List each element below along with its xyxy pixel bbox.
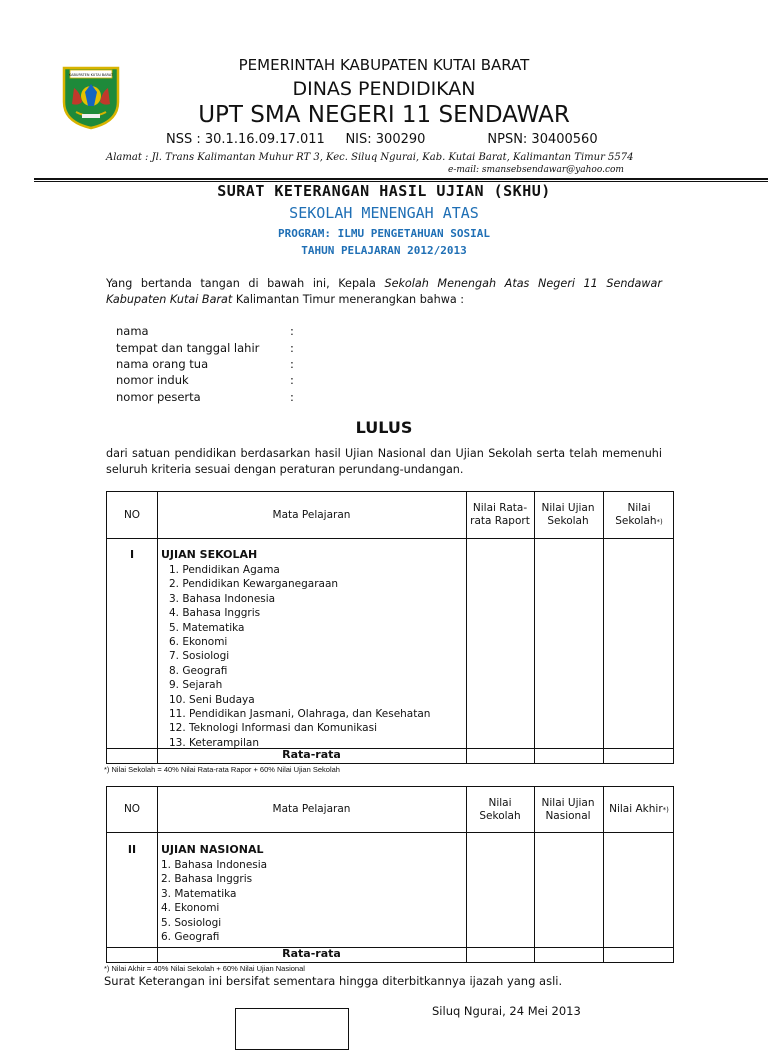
school-heading: UPT SMA NEGERI 11 SENDAWAR bbox=[198, 102, 570, 128]
section-title: UJIAN NASIONAL bbox=[161, 843, 264, 856]
place-date: Siluq Ngurai, 24 Mei 2013 bbox=[432, 1004, 581, 1018]
field-label-participant-number: nomor peserta bbox=[116, 390, 201, 404]
list-item: 5. Sosiologi bbox=[161, 916, 222, 929]
school-email: e-mail: smansebsendawar@yahoo.com bbox=[448, 165, 624, 175]
average-label: Rata-rata bbox=[282, 947, 341, 960]
list-item: 1. Pendidikan Agama bbox=[169, 564, 280, 576]
school-level-title: SEKOLAH MENENGAH ATAS bbox=[289, 204, 479, 222]
field-colon: : bbox=[290, 341, 294, 355]
field-label-birth: tempat dan tanggal lahir bbox=[116, 341, 260, 355]
list-item: 3. Bahasa Indonesia bbox=[169, 592, 276, 605]
government-heading: PEMERINTAH KABUPATEN KUTAI BARAT bbox=[238, 56, 530, 74]
academic-year-title: TAHUN PELAJARAN 2012/2013 bbox=[301, 244, 467, 257]
school-address: Alamat : Jl. Trans Kalimantan Muhur RT 3, Kec. Siluq Ngurai, Kab. Kutai Barat, Kalimantan Timur 5574 bbox=[106, 152, 634, 163]
header-school-exam-score: Nilai Ujian Sekolah bbox=[541, 502, 595, 527]
header-no: NO bbox=[123, 803, 141, 815]
field-colon: : bbox=[290, 390, 294, 404]
section-number: II bbox=[127, 843, 137, 856]
list-item: 6. Geografi bbox=[161, 931, 220, 944]
header-subject: Mata Pelajaran bbox=[272, 508, 351, 521]
svg-text:KABUPATEN KUTAI BARAT: KABUPATEN KUTAI BARAT bbox=[68, 73, 114, 77]
list-item: 2. Bahasa Inggris bbox=[161, 873, 253, 886]
field-colon: : bbox=[290, 357, 294, 371]
school-name-italic: Sekolah Menengah Atas Negeri 11 Sendawar Kabupaten Kutai Barat bbox=[106, 277, 662, 306]
list-item: 8. Geografi bbox=[169, 664, 228, 677]
photo-box bbox=[235, 1008, 349, 1050]
list-item: 4. Ekonomi bbox=[161, 902, 220, 915]
intro-paragraph: Yang bertanda tangan di bawah ini, Kepala Sekolah Menengah Atas Negeri 11 Sendawar Kabupaten Kutai Barat Kalimantan Timur menerangkan bahwa : bbox=[106, 277, 662, 306]
header-national-exam-score: Nilai Ujian Nasional bbox=[541, 796, 595, 822]
list-item: 12. Teknologi Informasi dan Komunikasi bbox=[169, 722, 377, 735]
national-exam-table bbox=[106, 786, 674, 963]
subject-list bbox=[169, 563, 430, 750]
average-label: Rata-rata bbox=[282, 748, 341, 761]
list-item: 2. Pendidikan Kewarganegaraan bbox=[169, 578, 339, 591]
header-school-score: Nilai Sekolah*) bbox=[615, 501, 663, 527]
school-identifiers: NSS : 30.1.16.09.17.011 NIS: 300290 NPSN: 30400560 bbox=[166, 132, 598, 147]
field-label-parent: nama orang tua bbox=[116, 357, 209, 371]
header-no: NO bbox=[123, 508, 141, 521]
list-item: 4. Bahasa Inggris bbox=[169, 607, 261, 620]
program-title: PROGRAM: ILMU PENGETAHUAN SOSIAL bbox=[278, 227, 490, 240]
header-school-score: Nilai Sekolah bbox=[479, 796, 521, 822]
pass-status: LULUS bbox=[355, 418, 413, 437]
school-exam-table bbox=[106, 491, 674, 764]
header-report-average: Nilai Rata-rata Raport bbox=[470, 502, 530, 527]
statement-paragraph: dari satuan pendidikan berdasarkan hasil Ujian Nasional dan Ujian Sekolah serta telah memenuhi seluruh kriteria sesuai dengan peraturan perundang-undangan. bbox=[106, 447, 662, 476]
field-colon: : bbox=[290, 373, 294, 387]
closing-statement: Surat Keterangan ini bersifat sementara hingga diterbitkannya ijazah yang asli. bbox=[104, 974, 563, 988]
letterhead-divider bbox=[34, 178, 768, 180]
list-item: 5. Matematika bbox=[169, 621, 245, 634]
header-subject: Mata Pelajaran bbox=[272, 803, 351, 815]
header-final-score: Nilai Akhir*) bbox=[609, 802, 669, 815]
field-label-student-number: nomor induk bbox=[116, 373, 189, 387]
document-title: SURAT KETERANGAN HASIL UJIAN (SKHU) bbox=[217, 182, 551, 200]
section-title: UJIAN SEKOLAH bbox=[161, 548, 258, 561]
list-item: 6. Ekonomi bbox=[169, 636, 228, 649]
list-item: 7. Sosiologi bbox=[169, 650, 230, 663]
field-colon: : bbox=[290, 324, 294, 338]
department-heading: DINAS PENDIDIKAN bbox=[292, 78, 476, 100]
list-item: 11. Pendidikan Jasmani, Olahraga, dan Kesehatan bbox=[169, 708, 431, 721]
list-item: 3. Matematika bbox=[161, 887, 237, 900]
footnote-final-score: *) Nilai Akhir = 40% Nilai Sekolah + 60% Nilai Ujian Nasional bbox=[104, 964, 305, 973]
section-number: I bbox=[129, 548, 135, 561]
list-item: 13. Keterampilan bbox=[169, 736, 260, 749]
list-item: 9. Sejarah bbox=[169, 679, 223, 692]
list-item: 1. Bahasa Indonesia bbox=[161, 859, 268, 871]
subject-list bbox=[161, 858, 267, 944]
list-item: 10. Seni Budaya bbox=[169, 693, 255, 706]
footnote-school-score: *) Nilai Sekolah = 40% Nilai Rata-rata Rapor + 60% Nilai Ujian Sekolah bbox=[104, 765, 340, 774]
field-label-name: nama bbox=[116, 324, 149, 338]
